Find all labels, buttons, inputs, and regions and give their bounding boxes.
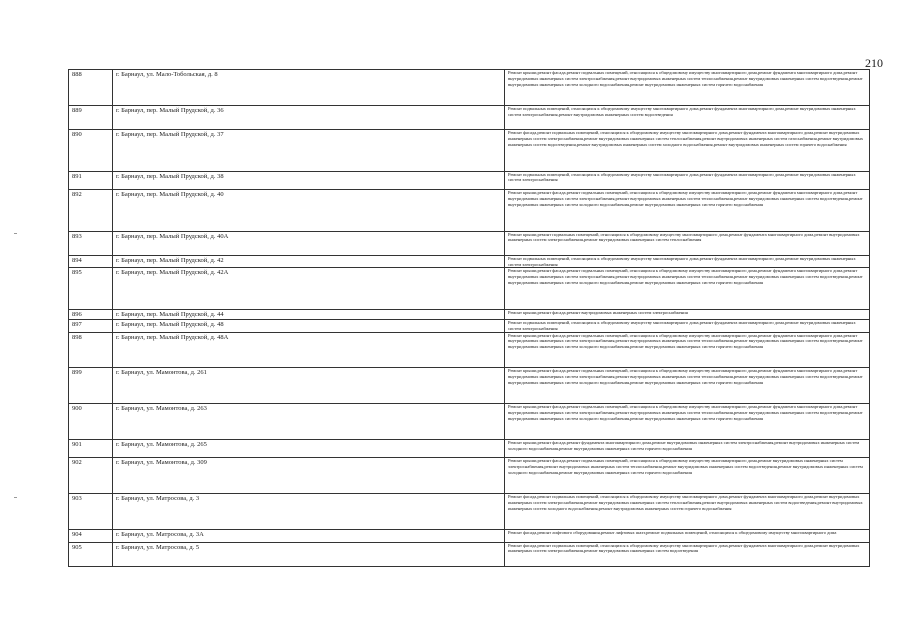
table-row	[69, 319, 870, 332]
table-row	[69, 255, 870, 268]
row-number: 892	[69, 189, 113, 231]
housing-repair-table	[68, 69, 870, 567]
table-row	[69, 529, 870, 542]
repair-work-list: Ремонт фасада,ремонт лифтового оборудования,ремонт лифтовых шахт,ремонт подвальных помещений, относящихся к общедомовому имуществу многоквартирного дома	[505, 529, 870, 542]
table-row	[69, 268, 870, 310]
repair-work-list: Ремонт фасада,ремонт подвальных помещений, относящихся к общедомовому имуществу многоквартирного дома,ремонт фундамента многоквартирного дома,ремонт внутридомовых инженерных систем электроснабжения,ремонт внутридомовых инженерных систем теплоснабжения,ремонт внутридомовых инженерных систем газоснабжения,ремонт внутридомовых инженерных систем водоотведения,ремонт внутридомовых инженерных систем холодного водоснабжения,ремонт внутридомовых инженерных систем горячего водоснабжения	[505, 129, 870, 171]
row-number: 903	[69, 494, 113, 530]
repair-work-list: Ремонт крыши,ремонт фасада,ремонт фундамента многоквартирного дома,ремонт внутридомовых инженерных систем электроснабжения,ремонт внутридомовых инженерных систем холодного водоснабжения,ремонт внутридомовых инженерных систем горячего водоснабжения	[505, 439, 870, 457]
row-number: 898	[69, 332, 113, 368]
table-row	[69, 368, 870, 404]
building-address: г. Барнаул, ул. Матросова, д. 5	[113, 542, 505, 566]
table-row	[69, 129, 870, 171]
repair-work-list: Ремонт крыши,ремонт фасада,ремонт подвальных помещений, относящихся к общедомовому имуществу многоквартирного дома,ремонт фундамента многоквартирного дома,ремонт внутридомовых инженерных систем электроснабжения,ремонт внутридомовых инженерных систем теплоснабжения,ремонт внутридомовых инженерных систем водоотведения,ремонт внутридомовых инженерных систем холодного водоснабжения,ремонт внутридомовых инженерных систем горячего водоснабжения	[505, 332, 870, 368]
repair-work-list: Ремонт крыши,ремонт фасада,ремонт подвальных помещений, относящихся к общедомовому имуществу многоквартирного дома,ремонт фундамента многоквартирного дома,ремонт внутридомовых инженерных систем электроснабжения,ремонт внутридомовых инженерных систем теплоснабжения,ремонт внутридомовых инженерных систем водоотведения,ремонт внутридомовых инженерных систем холодного водоснабжения,ремонт внутридомовых инженерных систем горячего водоснабжения	[505, 368, 870, 404]
table-row	[69, 70, 870, 106]
repair-work-list: Ремонт крыши,ремонт подвальных помещений, относящихся к общедомовому имуществу многоквартирного дома,ремонт фундамента многоквартирного дома,ремонт внутридомовых инженерных систем электроснабжения,ремонт внутридомовых инженерных систем теплоснабжения	[505, 231, 870, 255]
building-address: г. Барнаул, пер. Малый Прудской, д. 38	[113, 171, 505, 189]
row-number: 891	[69, 171, 113, 189]
building-address: г. Барнаул, пер. Малый Прудской, д. 48А	[113, 332, 505, 368]
row-number: 900	[69, 404, 113, 440]
building-address: г. Барнаул, пер. Малый Прудской, д. 40А	[113, 231, 505, 255]
repair-work-list: Ремонт крыши,ремонт фасада,ремонт подвальных помещений, относящихся к общедомовому имуществу многоквартирного дома,ремонт фундамента многоквартирного дома,ремонт внутридомовых инженерных систем электроснабжения,ремонт внутридомовых инженерных систем теплоснабжения,ремонт внутридомовых инженерных систем водоотведения,ремонт внутридомовых инженерных систем холодного водоснабжения,ремонт внутридомовых инженерных систем горячего водоснабжения	[505, 70, 870, 106]
repair-work-list: Ремонт подвальных помещений, относящихся к общедомовому имуществу многоквартирного дома,ремонт фундамента многоквартирного дома,ремонт внутридомовых инженерных систем электроснабжения	[505, 171, 870, 189]
row-number: 888	[69, 70, 113, 106]
repair-work-list: Ремонт подвальных помещений, относящихся к общедомовому имуществу многоквартирного дома,ремонт фундамента многоквартирного дома,ремонт внутридомовых инженерных систем электроснабжения	[505, 319, 870, 332]
repair-work-list: Ремонт крыши,ремонт фасада,ремонт подвальных помещений, относящихся к общедомовому имуществу многоквартирного дома,ремонт фундамента многоквартирного дома,ремонт внутридомовых инженерных систем электроснабжения,ремонт внутридомовых инженерных систем теплоснабжения,ремонт внутридомовых инженерных систем водоотведения,ремонт внутридомовых инженерных систем холодного водоснабжения,ремонт внутридомовых инженерных систем горячего водоснабжения	[505, 404, 870, 440]
table-row	[69, 458, 870, 494]
row-number: 896	[69, 309, 113, 319]
building-address: г. Барнаул, ул. Мамонтова, д. 309	[113, 458, 505, 494]
building-address: г. Барнаул, пер. Малый Прудской, д. 36	[113, 105, 505, 129]
building-address: г. Барнаул, ул. Матросова, д. 3А	[113, 529, 505, 542]
table-row	[69, 309, 870, 319]
building-address: г. Барнаул, ул. Мамонтова, д. 261	[113, 368, 505, 404]
building-address: г. Барнаул, пер. Малый Прудской, д. 44	[113, 309, 505, 319]
building-address: г. Барнаул, пер. Малый Прудской, д. 48	[113, 319, 505, 332]
repair-work-list: Ремонт крыши,ремонт фасада,ремонт подвальных помещений, относящихся к общедомовому имуществу многоквартирного дома,ремонт внутридомовых инженерных систем электроснабжения,ремонт внутридомовых инженерных систем теплоснабжения,ремонт внутридомовых инженерных систем водоотведения,ремонт внутридомовых инженерных систем холодного водоснабжения,ремонт внутридомовых инженерных систем горячего водоснабжения	[505, 458, 870, 494]
building-address: г. Барнаул, пер. Малый Прудской, д. 40	[113, 189, 505, 231]
row-number: 893	[69, 231, 113, 255]
row-number: 894	[69, 255, 113, 268]
repair-work-list: Ремонт фасада,ремонт подвальных помещений, относящихся к общедомовому имуществу многоквартирного дома,ремонт фундамента многоквартирного дома,ремонт внутридомовых инженерных систем электроснабжения,ремонт внутридомовых инженерных систем водоотведения	[505, 542, 870, 566]
building-address: г. Барнаул, пер. Малый Прудской, д. 37	[113, 129, 505, 171]
row-number: 904	[69, 529, 113, 542]
repair-work-list: Ремонт крыши,ремонт фасада,ремонт подвальных помещений, относящихся к общедомовому имуществу многоквартирного дома,ремонт фундамента многоквартирного дома,ремонт внутридомовых инженерных систем электроснабжения,ремонт внутридомовых инженерных систем теплоснабжения,ремонт внутридомовых инженерных систем водоотведения,ремонт внутридомовых инженерных систем холодного водоснабжения,ремонт внутридомовых инженерных систем горячего водоснабжения	[505, 268, 870, 310]
table-row	[69, 332, 870, 368]
table-row	[69, 189, 870, 231]
building-address: г. Барнаул, пер. Малый Прудской, д. 42А	[113, 268, 505, 310]
row-number: 889	[69, 105, 113, 129]
repair-work-list: Ремонт крыши,ремонт фасада,ремонт подвальных помещений, относящихся к общедомовому имуществу многоквартирного дома,ремонт фундамента многоквартирного дома,ремонт внутридомовых инженерных систем электроснабжения,ремонт внутридомовых инженерных систем теплоснабжения,ремонт внутридомовых инженерных систем водоотведения,ремонт внутридомовых инженерных систем холодного водоснабжения,ремонт внутридомовых инженерных систем горячего водоснабжения	[505, 189, 870, 231]
page-number: 210	[865, 56, 883, 70]
row-number: 890	[69, 129, 113, 171]
table-row	[69, 439, 870, 457]
repair-work-list: Ремонт подвальных помещений, относящихся к общедомовому имуществу многоквартирного дома,ремонт фундамента многоквартирного дома,ремонт внутридомовых инженерных систем электроснабжения	[505, 255, 870, 268]
repair-work-list: Ремонт подвальных помещений, относящихся к общедомовому имуществу многоквартирного дома,ремонт фундамента многоквартирного дома,ремонт внутридомовых инженерных систем электроснабжения,ремонт внутридомовых инженерных систем водоотведения	[505, 105, 870, 129]
row-number: 902	[69, 458, 113, 494]
row-number: 901	[69, 439, 113, 457]
row-number: 899	[69, 368, 113, 404]
table-row	[69, 542, 870, 566]
row-number: 897	[69, 319, 113, 332]
building-address: г. Барнаул, ул. Мамонтова, д. 265	[113, 439, 505, 457]
building-address: г. Барнаул, ул. Мамонтова, д. 263	[113, 404, 505, 440]
repair-work-list: Ремонт фасада,ремонт подвальных помещений, относящихся к общедомовому имуществу многоквартирного дома,ремонт фундамента многоквартирного дома,ремонт внутридомовых инженерных систем электроснабжения,ремонт внутридомовых инженерных систем теплоснабжения,ремонт внутридомовых инженерных систем водоотведения,ремонт внутридомовых инженерных систем холодного водоснабжения,ремонт внутридомовых инженерных систем горячего водоснабжения	[505, 494, 870, 530]
table-row	[69, 105, 870, 129]
repair-work-list: Ремонт крыши,ремонт фасада,ремонт внутридомовых инженерных систем электроснабжения	[505, 309, 870, 319]
table-row	[69, 404, 870, 440]
table-row	[69, 494, 870, 530]
scan-speck	[14, 497, 17, 498]
table-row	[69, 231, 870, 255]
table-body	[69, 70, 870, 567]
row-number: 905	[69, 542, 113, 566]
scan-speck	[14, 233, 17, 234]
building-address: г. Барнаул, ул. Матросова, д. 3	[113, 494, 505, 530]
building-address: г. Барнаул, ул. Мало-Тобольская, д. 8	[113, 70, 505, 106]
table-row	[69, 171, 870, 189]
row-number: 895	[69, 268, 113, 310]
building-address: г. Барнаул, пер. Малый Прудской, д. 42	[113, 255, 505, 268]
